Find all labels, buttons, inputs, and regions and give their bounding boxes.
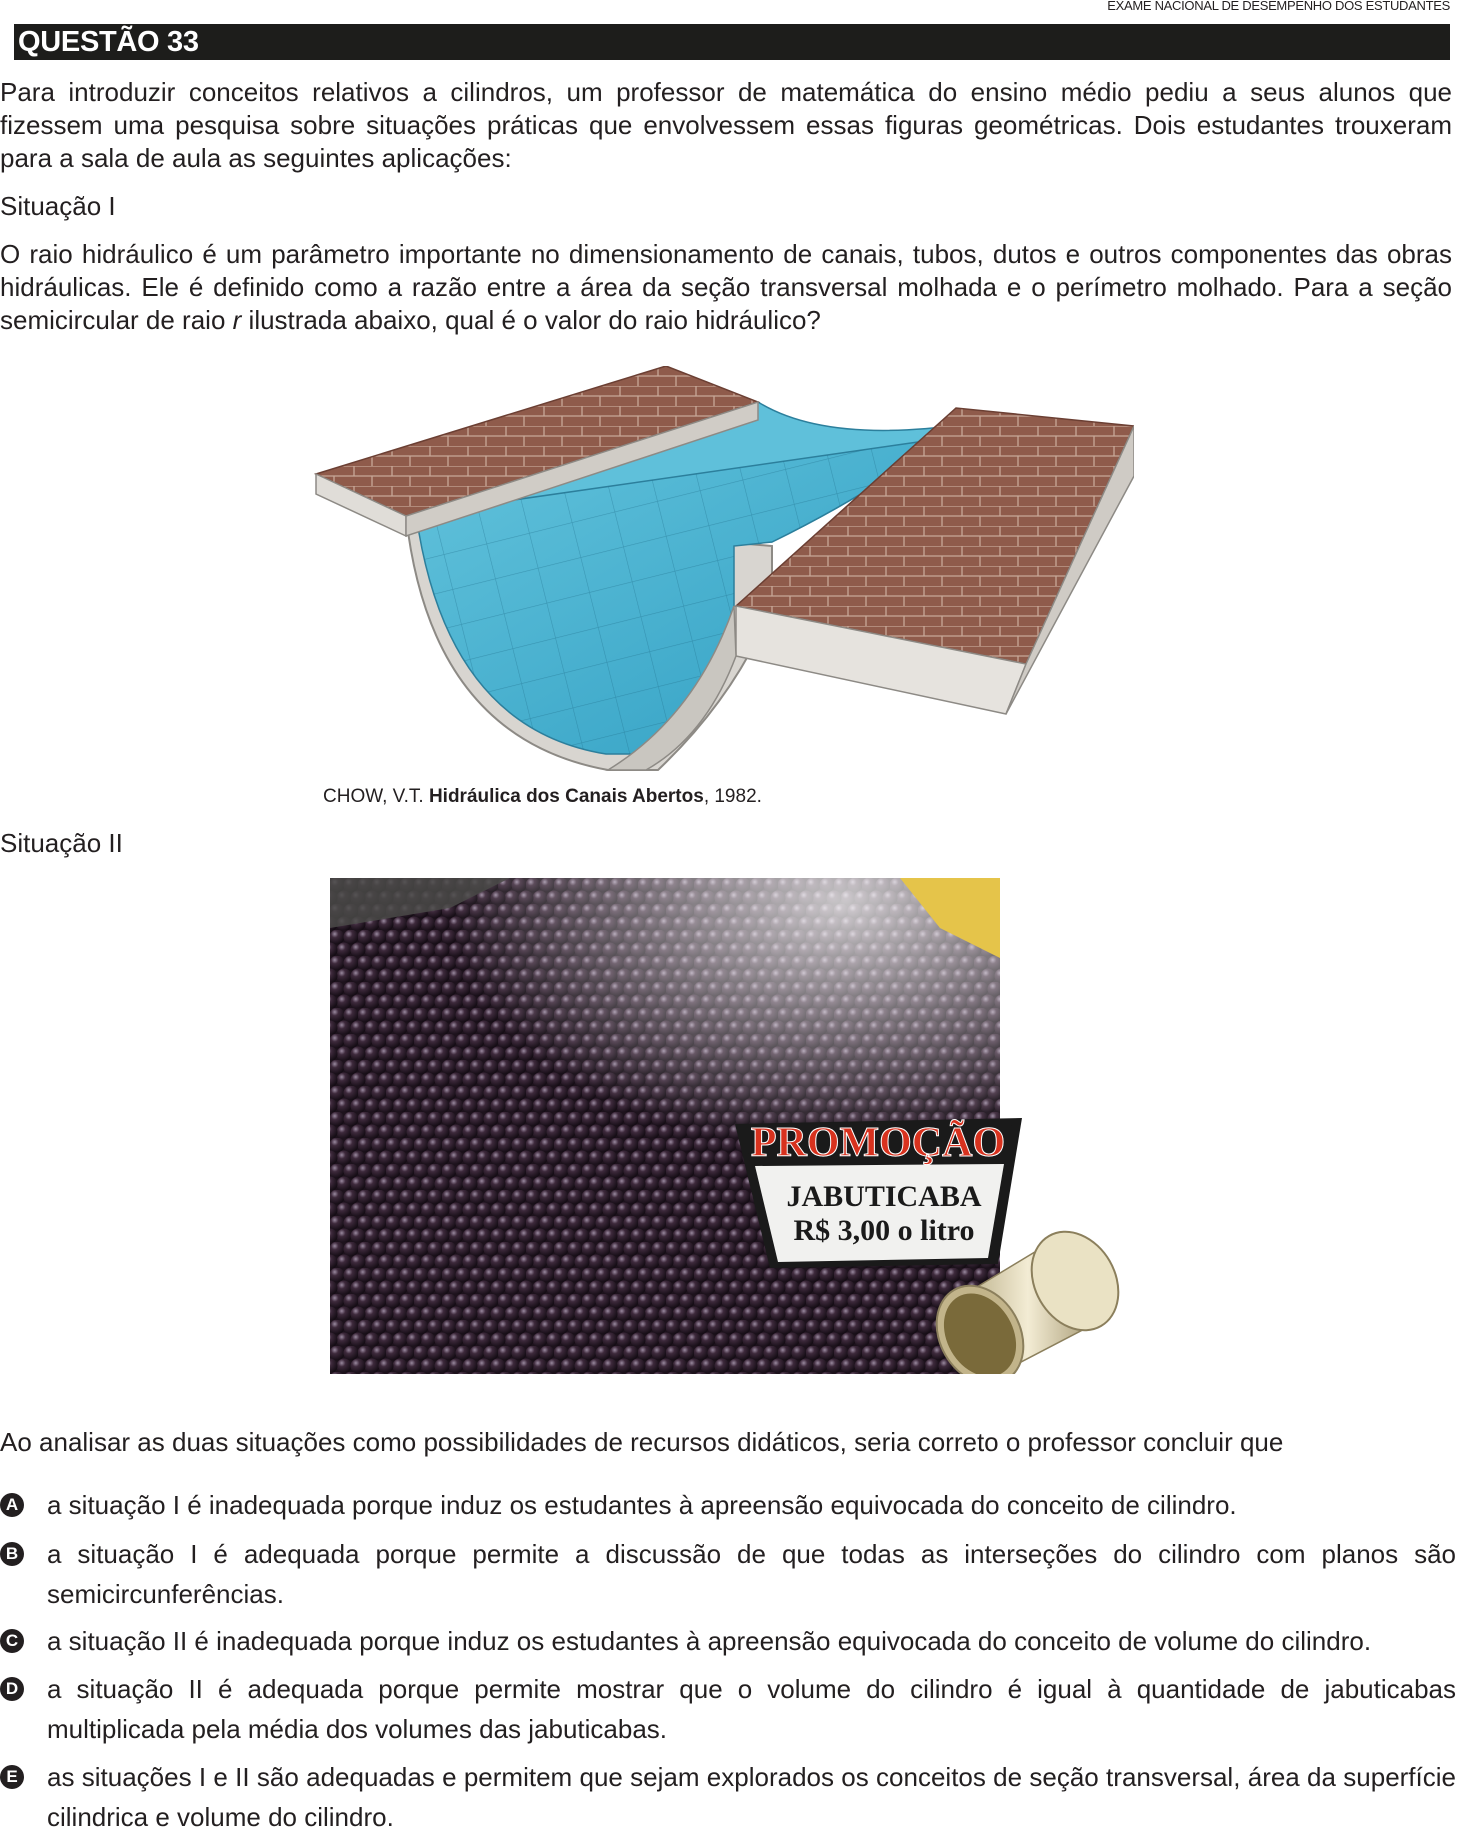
option-a-text: a situação I é inadequada porque induz os estudantes à apreensão equivocada do conceito de cilindro. xyxy=(47,1490,1237,1520)
option-d-text: a situação II é adequada porque permite mostrar que o volume do cilindro é igual à quantidade de jabuticabas multiplicada pela média dos volumes das jabuticabas. xyxy=(47,1674,1456,1744)
option-b-text: a situação I é adequada porque permite a discussão de que todas as interseções do cilindro com planos são semicircunferências. xyxy=(47,1539,1456,1609)
exam-header: EXAME NACIONAL DE DESEMPENHO DOS ESTUDANTES xyxy=(1107,0,1450,13)
intro-paragraph: Para introduzir conceitos relativos a cilindros, um professor de matemática do ensino médio pediu a seus alunos que fizessem uma pesquisa sobre situações práticas que envolvessem essas figuras geométricas. Dois estudantes trouxeram para a sala de aula as seguintes aplicações: xyxy=(0,77,1452,173)
promo-sign xyxy=(735,1118,1022,1268)
sign-headline: PROMOÇÃO xyxy=(750,1120,1006,1166)
option-b-letter: B xyxy=(0,1542,24,1566)
situation-2-label: Situação II xyxy=(0,828,123,858)
situation-1-text xyxy=(0,238,1452,337)
sign-line-2: R$ 3,00 o litro xyxy=(793,1214,975,1247)
channel-illustration xyxy=(306,366,1134,778)
jabuticaba-photo xyxy=(330,878,1120,1374)
situation-1-label: Situação I xyxy=(0,191,116,221)
figure-1-caption xyxy=(323,786,762,808)
option-c-text: a situação II é inadequada porque induz os estudantes à apreensão equivocada do conceito de volume do cilindro. xyxy=(47,1626,1372,1656)
radius-variable: r xyxy=(232,305,242,335)
option-d-letter: D xyxy=(0,1677,24,1701)
option-e-text: as situações I e II são adequadas e permitem que sejam explorados os conceitos de seção transversal, área da superfície cilindrica e volume do cilindro. xyxy=(47,1762,1456,1832)
question-title-bar xyxy=(14,24,1450,60)
question-stem: Ao analisar as duas situações como possibilidades de recursos didáticos, seria correto o professor concluir que xyxy=(0,1427,1284,1457)
situation-1-text-b: ilustrada abaixo, qual é o valor do raio hidráulico? xyxy=(241,305,821,335)
situation-1-text-a: O raio hidráulico é um parâmetro importante no dimensionamento de canais, tubos, dutos e outros componentes das obras hidráulicas. Ele é definido como a razão entre a área da seção transversal molhada e o perímetro molhado. Para a seção semicircular de raio xyxy=(0,239,1452,335)
question-number: QUESTÃO 33 xyxy=(18,26,199,58)
caption-year: , 1982. xyxy=(703,786,762,807)
option-c-letter: C xyxy=(0,1629,24,1653)
sign-line-1: JABUTICABA xyxy=(786,1180,982,1213)
option-a-letter: A xyxy=(0,1493,24,1517)
caption-author: CHOW, V.T. xyxy=(323,786,429,807)
option-e-letter: E xyxy=(0,1765,24,1789)
caption-title: Hidráulica dos Canais Abertos xyxy=(428,786,704,807)
